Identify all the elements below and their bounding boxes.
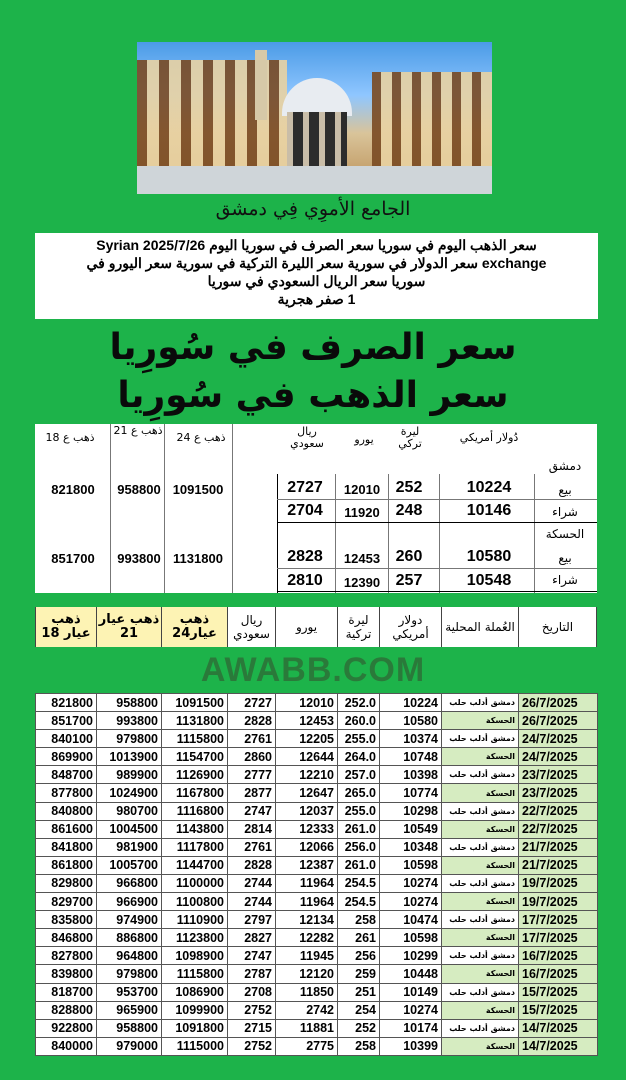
- divider: [110, 424, 111, 593]
- header-gold24: ذهب عيار24: [161, 607, 227, 647]
- cell-date: 19/7/2025: [519, 893, 598, 911]
- cell-city: دمشق أدلب حلب: [442, 766, 519, 784]
- cell-dollar: 10774: [380, 784, 442, 802]
- cell-g21: 1013900: [97, 748, 162, 766]
- summary-damascus-buy-dollar: 10224: [466, 479, 512, 496]
- cell-date: 24/7/2025: [519, 730, 598, 748]
- cell-dollar: 10399: [380, 1037, 442, 1055]
- cell-euro: 12134: [276, 911, 338, 929]
- cell-g24: 1091500: [162, 694, 228, 712]
- summary-damascus-buy-lira: 252: [395, 479, 423, 496]
- divider: [277, 568, 597, 569]
- cell-riyal: 2814: [228, 820, 276, 838]
- cell-date: 23/7/2025: [519, 784, 598, 802]
- summary-damascus-sell-euro: 11920: [344, 505, 380, 520]
- cell-g21: 965900: [97, 1001, 162, 1019]
- cell-dollar: 10149: [380, 983, 442, 1001]
- cell-g24: 1099900: [162, 1001, 228, 1019]
- header-date: التاريخ: [518, 607, 597, 647]
- table-row: [36, 947, 598, 965]
- cell-g24: 1143800: [162, 820, 228, 838]
- fountain-kiosk: [287, 112, 347, 174]
- table-row: [36, 748, 598, 766]
- cell-g18: 840800: [36, 802, 97, 820]
- cell-city: الحسكة: [442, 965, 519, 983]
- cell-g18: 869900: [36, 748, 97, 766]
- summary-damascus-sell-riyal: 2704: [287, 502, 323, 519]
- cell-city: دمشق أدلب حلب: [442, 947, 519, 965]
- cell-date: 17/7/2025: [519, 929, 598, 947]
- cell-date: 24/7/2025: [519, 748, 598, 766]
- table-row: [36, 965, 598, 983]
- cell-g21: 1005700: [97, 856, 162, 874]
- summary-damascus-gold21: 958800: [117, 482, 161, 497]
- cell-g21: 979000: [97, 1037, 162, 1055]
- cell-riyal: 2828: [228, 856, 276, 874]
- cell-g24: 1091800: [162, 1019, 228, 1037]
- summary-hasakah-sell-lira: 257: [395, 572, 423, 589]
- table-row: [36, 929, 598, 947]
- cell-riyal: 2761: [228, 730, 276, 748]
- header-lira: ليرة تركية: [337, 607, 379, 647]
- cell-euro: 12010: [276, 694, 338, 712]
- cell-dollar: 10598: [380, 929, 442, 947]
- cell-city: الحسكة: [442, 820, 519, 838]
- table-row: [36, 1001, 598, 1019]
- divider: [277, 591, 597, 592]
- header-gold21: ذهب عيار 21: [96, 607, 161, 647]
- cell-euro: 12453: [276, 712, 338, 730]
- watermark: AWABB.COM: [200, 651, 426, 689]
- cell-riyal: 2777: [228, 766, 276, 784]
- divider: [388, 474, 389, 593]
- cell-dollar: 10748: [380, 748, 442, 766]
- table-row: [36, 893, 598, 911]
- cell-euro: 12647: [276, 784, 338, 802]
- divider: [534, 474, 535, 593]
- cell-riyal: 2715: [228, 1019, 276, 1037]
- cell-city: الحسكة: [442, 784, 519, 802]
- table-row: [36, 694, 598, 712]
- cell-g18: 841800: [36, 838, 97, 856]
- cell-g21: 981900: [97, 838, 162, 856]
- summary-hasakah-buy-euro: 12453: [343, 551, 381, 566]
- table-row: [36, 730, 598, 748]
- summary-damascus-sell-lira: 248: [395, 502, 423, 519]
- cell-g24: 1131800: [162, 712, 228, 730]
- table-row: [36, 712, 598, 730]
- cell-g18: 840100: [36, 730, 97, 748]
- table-row: [36, 983, 598, 1001]
- history-header: [35, 607, 597, 647]
- cell-g24: 1098900: [162, 947, 228, 965]
- cell-lira: 265.0: [338, 784, 380, 802]
- cell-city: الحسكة: [442, 929, 519, 947]
- cell-lira: 258: [338, 911, 380, 929]
- summary-buy-label-2: بيع: [558, 551, 572, 565]
- cell-date: 26/7/2025: [519, 694, 598, 712]
- cell-dollar: 10274: [380, 893, 442, 911]
- cell-g21: 989900: [97, 766, 162, 784]
- cell-dollar: 10298: [380, 802, 442, 820]
- cell-city: دمشق أدلب حلب: [442, 911, 519, 929]
- summary-hasakah-gold21: 993800: [117, 551, 161, 566]
- cell-riyal: 2752: [228, 1037, 276, 1055]
- cell-g24: 1100000: [162, 874, 228, 892]
- cell-date: 23/7/2025: [519, 766, 598, 784]
- table-row: [36, 784, 598, 802]
- cell-g24: 1117800: [162, 838, 228, 856]
- info-line-3: سوريا سعر الريال السعودي في سوريا: [207, 273, 426, 289]
- cell-city: دمشق أدلب حلب: [442, 730, 519, 748]
- cell-date: 19/7/2025: [519, 874, 598, 892]
- cell-lira: 255.0: [338, 802, 380, 820]
- photo-caption: الجامع الأموِي فِي دمشق: [215, 198, 411, 220]
- cell-riyal: 2747: [228, 947, 276, 965]
- cell-g24: 1110900: [162, 911, 228, 929]
- cell-lira: 252: [338, 1019, 380, 1037]
- cell-lira: 254.5: [338, 874, 380, 892]
- cell-g18: 821800: [36, 694, 97, 712]
- cell-g21: 966900: [97, 893, 162, 911]
- cell-euro: 2775: [276, 1037, 338, 1055]
- table-row: [36, 874, 598, 892]
- summary-city-damascus: دمشق: [548, 459, 582, 473]
- cell-g24: 1144700: [162, 856, 228, 874]
- cell-g21: 958800: [97, 1019, 162, 1037]
- cell-riyal: 2860: [228, 748, 276, 766]
- cell-g18: 846800: [36, 929, 97, 947]
- cell-riyal: 2797: [228, 911, 276, 929]
- summary-table: [35, 424, 597, 593]
- cell-lira: 254.5: [338, 893, 380, 911]
- table-row: [36, 911, 598, 929]
- cell-g18: 861600: [36, 820, 97, 838]
- cell-city: الحسكة: [442, 856, 519, 874]
- cell-lira: 258: [338, 1037, 380, 1055]
- cell-g18: 848700: [36, 766, 97, 784]
- cell-euro: 12120: [276, 965, 338, 983]
- cell-lira: 256: [338, 947, 380, 965]
- cell-date: 22/7/2025: [519, 820, 598, 838]
- info-box: [35, 233, 598, 319]
- summary-hasakah-buy-dollar: 10580: [466, 548, 512, 565]
- history-table: [35, 693, 598, 1056]
- cell-g18: 840000: [36, 1037, 97, 1055]
- cell-g24: 1115800: [162, 730, 228, 748]
- cell-dollar: 10580: [380, 712, 442, 730]
- cell-city: دمشق أدلب حلب: [442, 838, 519, 856]
- cell-date: 15/7/2025: [519, 983, 598, 1001]
- cell-date: 17/7/2025: [519, 911, 598, 929]
- summary-damascus-buy-euro: 12010: [343, 482, 381, 497]
- cell-city: دمشق أدلب حلب: [442, 874, 519, 892]
- summary-header-euro: يورو: [354, 433, 374, 446]
- cell-dollar: 10474: [380, 911, 442, 929]
- cell-dollar: 10274: [380, 1001, 442, 1019]
- cell-lira: 254: [338, 1001, 380, 1019]
- courtyard-floor: [137, 166, 492, 194]
- divider: [277, 522, 597, 523]
- cell-city: الحسكة: [442, 748, 519, 766]
- cell-lira: 259: [338, 965, 380, 983]
- header-dollar: دولار أمريكي: [379, 607, 441, 647]
- cell-euro: 12205: [276, 730, 338, 748]
- cell-dollar: 10448: [380, 965, 442, 983]
- summary-buy-label-1: بيع: [558, 483, 572, 497]
- summary-header-gold18: ذهب ع 18: [45, 431, 95, 444]
- cell-riyal: 2708: [228, 983, 276, 1001]
- cell-dollar: 10274: [380, 874, 442, 892]
- info-line-1: سعر الذهب اليوم في سوريا سعر الصرف في سوريا اليوم Syrian 2025/7/26: [96, 237, 537, 253]
- divider: [277, 474, 278, 593]
- headline-gold: سعر الذهب في سُورِيا: [117, 375, 509, 416]
- cell-euro: 11881: [276, 1019, 338, 1037]
- table-row: [36, 802, 598, 820]
- cell-g24: 1116800: [162, 802, 228, 820]
- summary-hasakah-buy-riyal: 2828: [287, 548, 323, 565]
- summary-hasakah-sell-euro: 12390: [343, 575, 381, 590]
- cell-dollar: 10549: [380, 820, 442, 838]
- divider: [335, 474, 336, 593]
- cell-lira: 257.0: [338, 766, 380, 784]
- summary-city-hasakah: الحسكة: [545, 527, 585, 541]
- summary-damascus-buy-riyal: 2727: [287, 479, 323, 496]
- cell-g24: 1154700: [162, 748, 228, 766]
- summary-header-lira: ليرة تركي: [398, 425, 422, 450]
- table-row: [36, 1037, 598, 1055]
- umayyad-mosque-photo: [137, 42, 492, 194]
- summary-sell-label-2: شراء: [552, 573, 578, 587]
- divider: [232, 424, 233, 593]
- summary-header-gold21: ذهب ع 21: [113, 424, 163, 437]
- info-line-4: 1 صفر هجرية: [277, 291, 356, 307]
- table-row: [36, 856, 598, 874]
- cell-euro: 11850: [276, 983, 338, 1001]
- cell-g21: 980700: [97, 802, 162, 820]
- table-row: [36, 766, 598, 784]
- cell-g21: 979800: [97, 965, 162, 983]
- cell-g24: 1167800: [162, 784, 228, 802]
- cell-g21: 953700: [97, 983, 162, 1001]
- cell-g18: 839800: [36, 965, 97, 983]
- cell-date: 14/7/2025: [519, 1037, 598, 1055]
- cell-g21: 966800: [97, 874, 162, 892]
- info-line-2: exchange سعر الدولار في سورية سعر الليرة التركية في سورية سعر اليورو في: [86, 255, 547, 271]
- cell-g21: 1004500: [97, 820, 162, 838]
- summary-damascus-gold24: 1091500: [172, 482, 224, 497]
- cell-lira: 264.0: [338, 748, 380, 766]
- summary-header-gold24: ذهب ع 24: [176, 431, 226, 444]
- cell-date: 22/7/2025: [519, 802, 598, 820]
- cell-date: 26/7/2025: [519, 712, 598, 730]
- header-euro: يورو: [275, 607, 337, 647]
- summary-hasakah-gold18: 851700: [51, 551, 95, 566]
- header-currency: العُملة المحلية: [441, 607, 518, 647]
- cell-euro: 12037: [276, 802, 338, 820]
- cell-dollar: 10398: [380, 766, 442, 784]
- summary-hasakah-sell-dollar: 10548: [466, 572, 512, 589]
- dome: [282, 78, 352, 116]
- summary-hasakah-sell-riyal: 2810: [287, 572, 323, 589]
- cell-euro: 2742: [276, 1001, 338, 1019]
- cell-g21: 1024900: [97, 784, 162, 802]
- header-riyal: ريال سعودي: [227, 607, 275, 647]
- cell-lira: 260.0: [338, 712, 380, 730]
- cell-euro: 12387: [276, 856, 338, 874]
- headline-exchange: سعر الصرف في سُورِيا: [109, 327, 517, 368]
- summary-damascus-sell-dollar: 10146: [466, 502, 512, 519]
- cell-g24: 1115800: [162, 965, 228, 983]
- cell-euro: 12282: [276, 929, 338, 947]
- summary-hasakah-gold24: 1131800: [173, 551, 223, 566]
- cell-g18: 829700: [36, 893, 97, 911]
- divider: [164, 424, 165, 593]
- cell-city: دمشق أدلب حلب: [442, 802, 519, 820]
- cell-date: 16/7/2025: [519, 947, 598, 965]
- header-gold18: ذهب عيار 18: [35, 607, 96, 647]
- cell-g24: 1100800: [162, 893, 228, 911]
- cell-g21: 979800: [97, 730, 162, 748]
- cell-riyal: 2828: [228, 712, 276, 730]
- cell-g21: 958800: [97, 694, 162, 712]
- cell-dollar: 10598: [380, 856, 442, 874]
- cell-g18: 827800: [36, 947, 97, 965]
- cell-dollar: 10299: [380, 947, 442, 965]
- cell-lira: 261.0: [338, 820, 380, 838]
- summary-damascus-gold18: 821800: [51, 482, 95, 497]
- cell-g18: 829800: [36, 874, 97, 892]
- cell-city: دمشق أدلب حلب: [442, 983, 519, 1001]
- cell-city: الحسكة: [442, 712, 519, 730]
- cell-city: دمشق أدلب حلب: [442, 1019, 519, 1037]
- cell-euro: 11945: [276, 947, 338, 965]
- minaret: [255, 50, 267, 120]
- cell-g18: 828800: [36, 1001, 97, 1019]
- summary-sell-label-1: شراء: [552, 505, 578, 519]
- cell-riyal: 2744: [228, 893, 276, 911]
- cell-dollar: 10224: [380, 694, 442, 712]
- cell-g21: 886800: [97, 929, 162, 947]
- cell-lira: 261.0: [338, 856, 380, 874]
- cell-g24: 1115000: [162, 1037, 228, 1055]
- cell-lira: 255.0: [338, 730, 380, 748]
- cell-g24: 1086900: [162, 983, 228, 1001]
- cell-g21: 964800: [97, 947, 162, 965]
- cell-riyal: 2761: [228, 838, 276, 856]
- cell-lira: 251: [338, 983, 380, 1001]
- cell-riyal: 2744: [228, 874, 276, 892]
- summary-header-dollar: دُولار أمريكي: [459, 431, 519, 444]
- table-row: [36, 838, 598, 856]
- cell-lira: 256.0: [338, 838, 380, 856]
- cell-city: الحسكة: [442, 893, 519, 911]
- cell-riyal: 2827: [228, 929, 276, 947]
- cell-city: الحسكة: [442, 1001, 519, 1019]
- divider: [439, 474, 440, 593]
- cell-dollar: 10348: [380, 838, 442, 856]
- cell-g18: 861800: [36, 856, 97, 874]
- cell-riyal: 2877: [228, 784, 276, 802]
- cell-date: 14/7/2025: [519, 1019, 598, 1037]
- cell-g18: 851700: [36, 712, 97, 730]
- cell-city: دمشق أدلب حلب: [442, 694, 519, 712]
- divider: [277, 499, 597, 500]
- cell-g24: 1123800: [162, 929, 228, 947]
- cell-g18: 922800: [36, 1019, 97, 1037]
- cell-g21: 993800: [97, 712, 162, 730]
- cell-riyal: 2752: [228, 1001, 276, 1019]
- cell-date: 15/7/2025: [519, 1001, 598, 1019]
- table-row: [36, 1019, 598, 1037]
- cell-riyal: 2747: [228, 802, 276, 820]
- cell-euro: 11964: [276, 874, 338, 892]
- cell-g21: 974900: [97, 911, 162, 929]
- cell-riyal: 2787: [228, 965, 276, 983]
- cell-g24: 1126900: [162, 766, 228, 784]
- cell-euro: 12333: [276, 820, 338, 838]
- cell-euro: 12210: [276, 766, 338, 784]
- cell-lira: 252.0: [338, 694, 380, 712]
- summary-header-riyal: ريال سعودي: [290, 425, 324, 450]
- cell-city: الحسكة: [442, 1037, 519, 1055]
- table-row: [36, 820, 598, 838]
- cell-euro: 12066: [276, 838, 338, 856]
- cell-g18: 818700: [36, 983, 97, 1001]
- cell-date: 21/7/2025: [519, 856, 598, 874]
- cell-date: 21/7/2025: [519, 838, 598, 856]
- cell-riyal: 2727: [228, 694, 276, 712]
- summary-hasakah-buy-lira: 260: [395, 548, 423, 565]
- cell-dollar: 10174: [380, 1019, 442, 1037]
- cell-lira: 261: [338, 929, 380, 947]
- cell-euro: 11964: [276, 893, 338, 911]
- cell-euro: 12644: [276, 748, 338, 766]
- cell-g18: 835800: [36, 911, 97, 929]
- cell-g18: 877800: [36, 784, 97, 802]
- cell-date: 16/7/2025: [519, 965, 598, 983]
- cell-dollar: 10374: [380, 730, 442, 748]
